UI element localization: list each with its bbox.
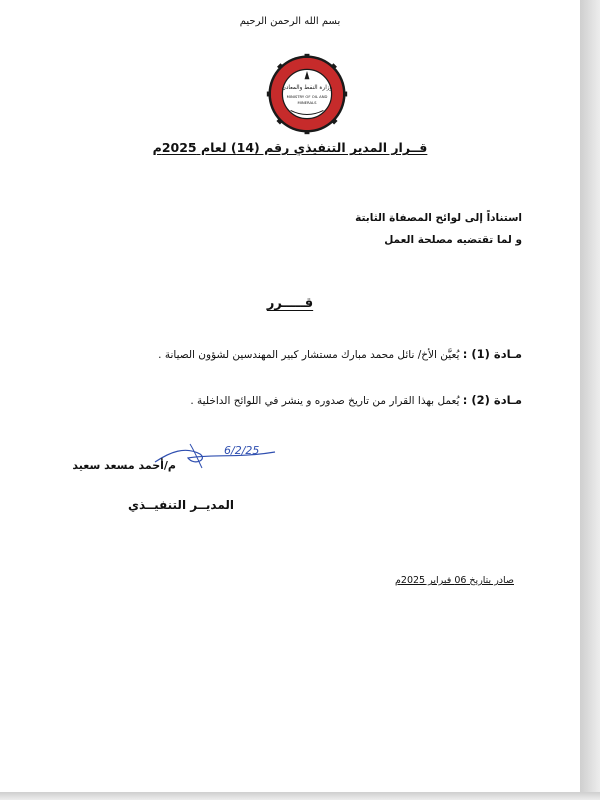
article-2: [190, 393, 522, 407]
article-2-text: يُعمل بهذا القرار من تاريخ صدوره و ينشر في اللوائح الداخلية .: [190, 395, 460, 407]
issue-date: [395, 575, 514, 586]
signature-date: 6/2/25: [224, 444, 260, 457]
decision-title-text: قــرار المدير التنفيذي رقم (14) لعام 2025م: [152, 140, 428, 155]
signer-name: م/أحمد مسعد سعيد: [72, 459, 176, 472]
decision-heading-text: قـــــرر: [266, 296, 314, 311]
article-1-text: يُعيَّن الأخ/ نائل محمد مبارك مستشار كبير المهندسين لشؤون الصيانة .: [158, 349, 460, 361]
article-2-label: مـادة (2) :: [462, 393, 522, 407]
page-bottom-shadow: [0, 792, 600, 800]
article-1-label: مـادة (1) :: [462, 347, 522, 361]
page-edge-shadow: [580, 0, 600, 800]
logo-english-line1: MINISTRY OF OIL AND: [286, 95, 328, 100]
article-1: [158, 347, 522, 361]
intro-line-1: استناداً إلى لوائح المصفاة الثابتة: [355, 212, 522, 224]
signer-position: المديــر التنفيــذي: [127, 498, 234, 512]
intro-line-2: و لما تقتضيه مصلحة العمل: [384, 234, 522, 246]
decision-title: [0, 140, 580, 155]
issue-date-text: صادر بتاريخ 06 فبراير 2025م: [395, 575, 514, 586]
basmala: بسم الله الرحمن الرحيم: [239, 16, 341, 27]
logo-arabic-text: وزارة النفط والمعادن: [281, 85, 333, 92]
ministry-logo: [266, 53, 348, 135]
decision-heading: [0, 296, 580, 311]
logo-english-line2: MINERALS: [297, 100, 317, 105]
